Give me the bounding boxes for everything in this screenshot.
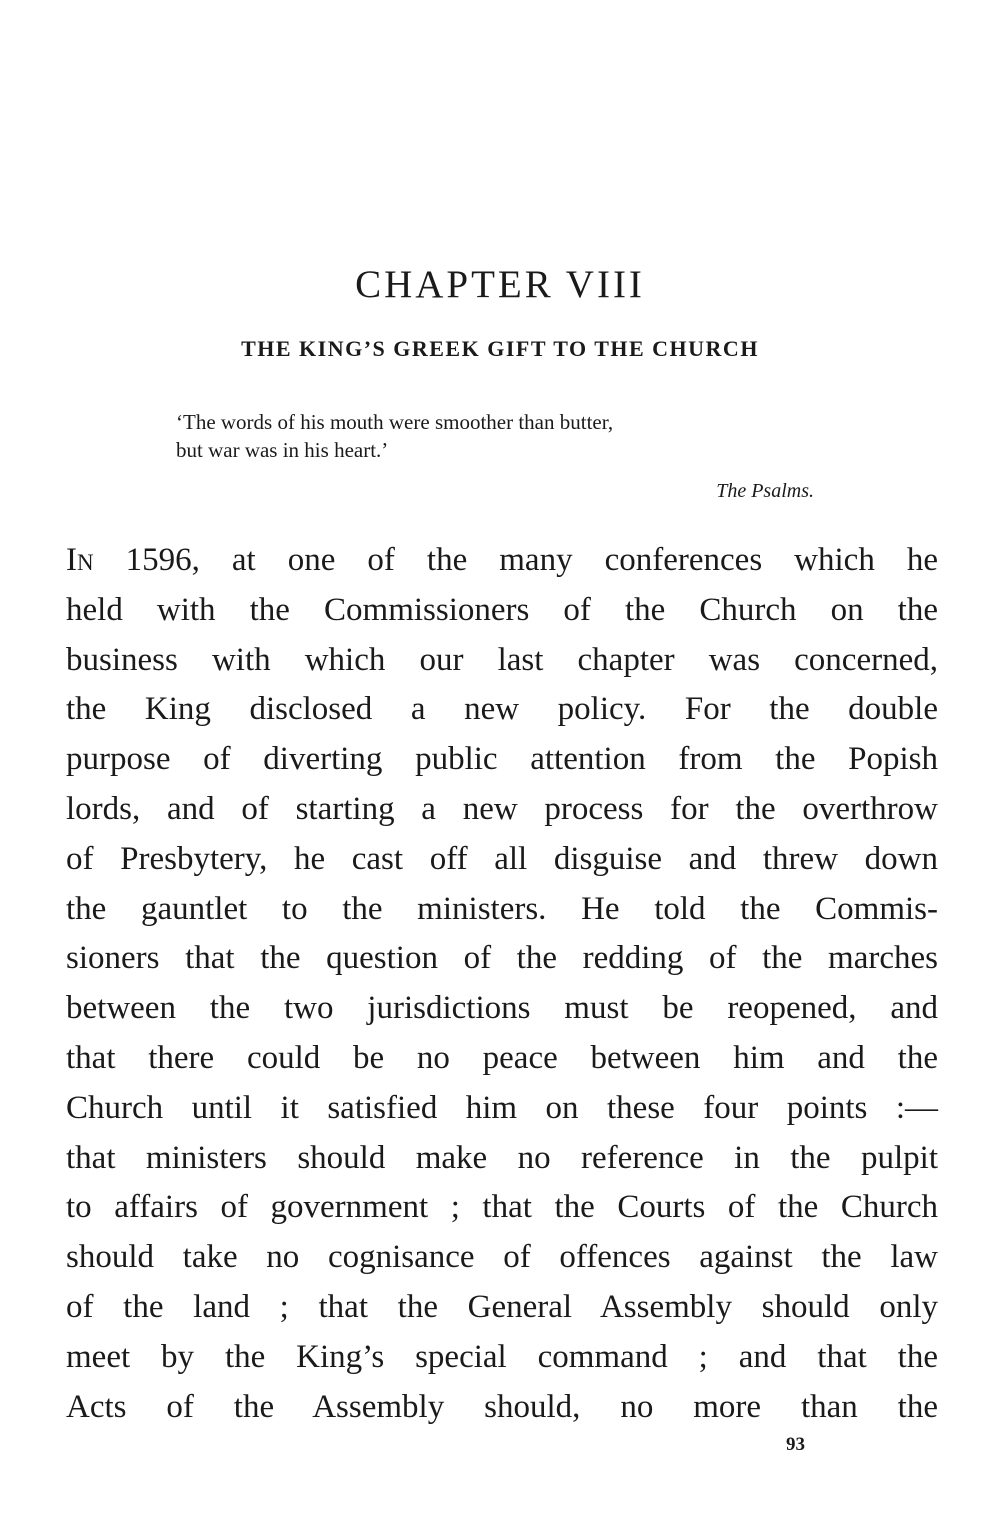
body-line: held with the Commissioners of the Church on the (66, 591, 938, 628)
body-line: to affairs of government ; that the Courts of the Church (66, 1189, 938, 1226)
body-line: that there could be no peace between him and the (66, 1039, 938, 1076)
body-line: of the land ; that the General Assembly should only (66, 1288, 938, 1325)
body-line: Church until it satisfied him on these four points :— (66, 1089, 938, 1126)
body-line: that ministers should make no reference in the pulpit (66, 1139, 938, 1176)
body-line: the King disclosed a new policy. For the double (66, 691, 938, 728)
epigraph-line: ‘The words of his mouth were smoother than butter, (176, 410, 614, 434)
body-line: of Presbytery, he cast off all disguise and threw down (66, 840, 938, 877)
body-text (66, 536, 938, 1432)
body-line-first (66, 536, 938, 586)
body-line: Acts of the Assembly should, no more than the (66, 1388, 938, 1425)
epigraph-line: but war was in his heart.’ (176, 438, 389, 462)
lead-word: In (66, 542, 94, 578)
epigraph (176, 408, 836, 464)
body-line: business with which our last chapter was concerned, (66, 641, 938, 678)
first-line-rest: 1596, at one of the many conferences which he (93, 542, 938, 578)
body-line: purpose of diverting public attention from the Popish (66, 741, 938, 778)
epigraph-source: The Psalms. (716, 480, 814, 502)
chapter-heading: CHAPTER VIII (355, 263, 645, 307)
body-line: sioners that the question of the redding of the marches (66, 940, 938, 977)
body-line: between the two jurisdictions must be reopened, and (66, 990, 938, 1027)
body-line: the gauntlet to the ministers. He told the Commis- (66, 890, 938, 927)
chapter-title: THE KING’S GREEK GIFT TO THE CHURCH (241, 336, 759, 361)
body-line: meet by the King’s special command ; and that the (66, 1338, 938, 1375)
body-line: should take no cognisance of offences against the law (66, 1239, 938, 1276)
page-number: 93 (786, 1434, 805, 1455)
body-line: lords, and of starting a new process for the overthrow (66, 790, 938, 827)
